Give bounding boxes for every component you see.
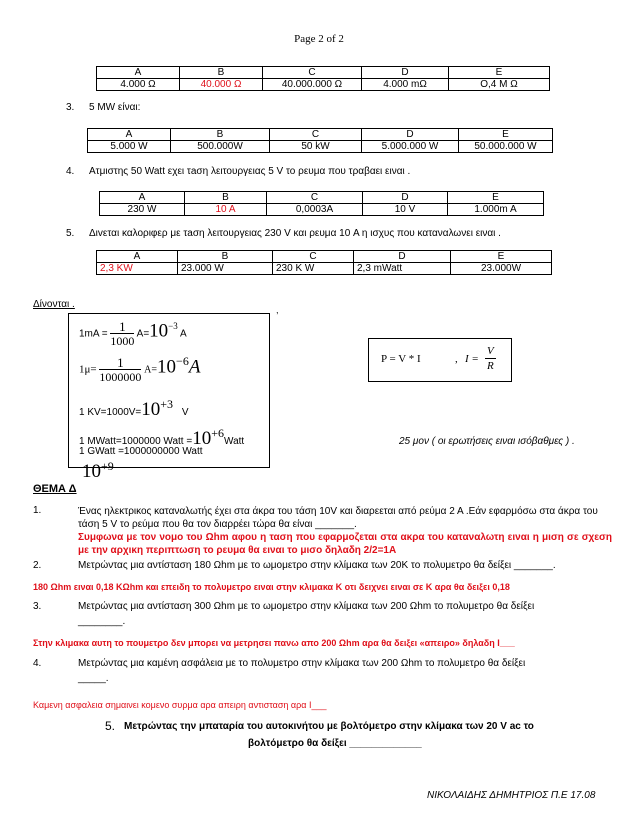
q2-header-b: B — [180, 67, 263, 79]
given-line-kv-prefix: 1 KV=1000V= — [79, 407, 142, 418]
q4-header-a: A — [100, 192, 185, 204]
d3-number: 3. — [33, 601, 42, 612]
formula-separator: , — [455, 353, 458, 365]
fraction-denominator: R — [487, 360, 494, 372]
power-base: 10 — [141, 399, 161, 420]
table-row — [97, 263, 552, 275]
d4-blank: _____. — [78, 673, 109, 684]
fraction-numerator: 1 — [99, 356, 141, 370]
q3-header-c: C — [270, 129, 362, 141]
q5-number: 5. — [66, 228, 75, 239]
q2-header-a: A — [97, 67, 180, 79]
d2-number: 2. — [33, 560, 42, 571]
given-line-micro-prefix: 1μ= — [79, 363, 97, 376]
power-base: 10 — [82, 461, 101, 482]
q4-options-table — [99, 191, 544, 216]
q4-header-e: E — [448, 192, 544, 204]
q5-header-a: A — [97, 251, 178, 263]
q5-text: Διvεται καλοριφερ με τaση λειτουργειας 230 V και ρευμα 10 A η ισχυς που καταναλωνει ειναι . — [89, 228, 501, 239]
d5-text-line1: Μετρώντας την μπαταρία του αυτοκινήτου με βολτόμετρο στην κλίμακα των 20 V ac το — [124, 721, 534, 732]
q4-header-d: D — [363, 192, 448, 204]
given-line-ma-fraction — [110, 320, 134, 348]
d4-number: 4. — [33, 658, 42, 669]
q2-value-a: 4.000 Ω — [97, 79, 180, 91]
q5-value-c: 230 K W — [273, 263, 354, 275]
power-formula: P = V * I — [381, 353, 421, 365]
given-line-giga-power — [82, 458, 114, 483]
q3-text: 5 MW είναι: — [89, 102, 141, 113]
power-exponent: +3 — [160, 396, 174, 411]
unit: A — [179, 328, 187, 340]
d3-answer: Στην κλιμακα αυτη το πουμετρο δεν μπορει να μετρησει πανω απο 200 Ωhm αρα θα δειξει «απειρο» δηλαδη Ι___ — [33, 638, 515, 648]
q2-header-d: D — [362, 67, 449, 79]
q3-header-a: A — [88, 129, 171, 141]
q5-value-e: 23.000W — [451, 263, 552, 275]
ohm-law-fraction — [485, 345, 496, 373]
table-row — [97, 79, 550, 91]
q5-value-d: 2,3 mWatt — [354, 263, 451, 275]
q3-header-d: D — [362, 129, 459, 141]
q5-value-a: 2,3 KW — [97, 263, 178, 275]
table-row — [97, 67, 550, 79]
page-header: Page 2 of 2 — [294, 33, 344, 45]
d3-blank: ________. — [78, 616, 126, 627]
table-row — [100, 192, 544, 204]
unit: V — [181, 407, 189, 418]
stray-mark: , — [276, 305, 279, 315]
q3-value-c: 50 kW — [270, 141, 362, 153]
q3-value-d: 5.000.000 W — [362, 141, 459, 153]
q4-value-a: 230 W — [100, 204, 185, 216]
given-line-ma-mid: A= — [136, 328, 150, 340]
formula-box — [368, 338, 512, 382]
q4-header-c: C — [267, 192, 363, 204]
d1-text: Ένας ηλεκτρικος καταναλωτής έχει στα άκρα του τάση 10V και διαρεεται από ρεύμα 2 Α .Εάν εφαρμόσω στα άκρα του τάση 5 V το ρεύμα που θα τον διαρρέει τώρα θα είναι _______. — [78, 506, 598, 530]
unit: A — [188, 356, 201, 378]
q4-value-e: 1.000m A — [448, 204, 544, 216]
power-base: 10 — [149, 320, 169, 342]
q3-header-b: B — [171, 129, 270, 141]
d3-text: Μετρώντας μια αντίσταση 300 Ωhm με το ωμομετρο στην κλίμακα των 200 Ωhm το πολυμετρο θα δείξει — [78, 601, 535, 612]
q2-value-d: 4.000 mΩ — [362, 79, 449, 91]
given-line-gw: 1 GWatt =1000000000 Watt — [79, 446, 203, 457]
power-exponent: +9 — [101, 458, 114, 473]
footer-author: ΝΙΚΟΛΑΙΔΗΣ ΔΗΜΗΤΡΙΟΣ Π.Ε 17.08 — [427, 790, 596, 801]
q4-value-b: 10 A — [185, 204, 267, 216]
q5-header-b: B — [178, 251, 273, 263]
d1-number: 1. — [33, 505, 42, 516]
q2-value-e: O,4 M Ω — [449, 79, 550, 91]
fraction-numerator: 1 — [110, 320, 134, 334]
q5-value-b: 23.000 W — [178, 263, 273, 275]
given-line-micro — [79, 356, 200, 384]
q4-value-c: 0,0003A — [267, 204, 363, 216]
given-label: Δίνονται . — [33, 299, 75, 310]
section-heading: ΘΕΜΑ Δ — [33, 483, 77, 495]
power-exponent: −3 — [168, 321, 178, 332]
q3-value-e: 50.000.000 W — [459, 141, 553, 153]
power-exponent: −6 — [176, 354, 189, 369]
q2-value-b: 40.000 Ω — [180, 79, 263, 91]
q2-header-e: E — [449, 67, 550, 79]
fraction-numerator: V — [487, 345, 494, 357]
power-base: 10 — [192, 428, 212, 449]
q5-options-table — [96, 250, 552, 275]
fraction-denominator: 1000 — [110, 334, 135, 348]
points-note: 25 μον ( οι ερωτήσεις ειναι ισόβαθμες ) . — [399, 436, 575, 447]
table-row — [88, 129, 553, 141]
d2-answer: 180 Ωhm ειναι 0,18 ΚΩhm και επειδη το πολυμετρο ειναι στην κλιμακα Κ οτι δειχνει ειναι σε Κ αρα θα δειξει 0,18 — [33, 582, 510, 592]
q3-number: 3. — [66, 102, 75, 113]
q2-options-table — [96, 66, 550, 91]
table-row — [97, 251, 552, 263]
table-row — [100, 204, 544, 216]
q5-header-d: D — [354, 251, 451, 263]
given-line-kv — [79, 396, 189, 421]
unit: Watt — [224, 436, 245, 447]
q2-header-c: C — [263, 67, 362, 79]
power-exponent: +6 — [211, 425, 224, 440]
power-base: 10 — [157, 356, 177, 378]
q3-options-table — [87, 128, 553, 153]
d5-number: 5. — [105, 719, 116, 733]
fraction-denominator: 1000000 — [99, 370, 142, 384]
d2-text: Μετρώντας μια αντίσταση 180 Ωhm με το ωμομετρο στην κλίμακα των 20K το πολυμετρο θα δείξει _______. — [78, 560, 556, 571]
q4-value-d: 10 V — [363, 204, 448, 216]
q2-value-c: 40.000.000 Ω — [263, 79, 362, 91]
given-line-micro-fraction — [99, 356, 141, 384]
given-line-ma-prefix: 1mA = — [79, 328, 108, 340]
d1-answer: Συμφωνα με τον νομο του Ωhm αφου η ταση που εφαρμοζεται στα ακρα του καταναλωτη ειναι η μιση σε σχεση με την αρχικη περιπτωση το ρευμα θα ειναι το μισο δηλαδη 2/2=1Α — [78, 532, 612, 556]
q5-header-e: E — [451, 251, 552, 263]
d5-text-line2: βολτόμετρο θα δείξει _____________ — [248, 738, 422, 749]
q5-header-c: C — [273, 251, 354, 263]
given-line-ma — [79, 320, 187, 348]
q4-header-b: B — [185, 192, 267, 204]
q4-number: 4. — [66, 166, 75, 177]
q3-value-a: 5.000 W — [88, 141, 171, 153]
q4-text: Ατμιστης 50 Watt εχει τaση λειτουργειας 5 V το ρευμα που τραβαει ειναι . — [89, 166, 411, 177]
table-row — [88, 141, 553, 153]
given-line-mw-prefix: 1 MWatt=1000000 Watt = — [79, 436, 193, 447]
d4-answer: Καμενη ασφαλεια σημαινει κομενο συρμα αρα απειρη αντισταση αρα Ι___ — [33, 700, 327, 710]
q3-header-e: E — [459, 129, 553, 141]
ohm-law-label: I = — [465, 353, 479, 365]
q3-value-b: 500.000W — [171, 141, 270, 153]
given-line-micro-mid: A= — [144, 364, 158, 376]
d4-text: Μετρώντας μια καμένη ασφάλεια με το πολυμετρο στην κλίμακα των 200 Ωhm το πολυμετρο θα δείξει — [78, 658, 526, 669]
